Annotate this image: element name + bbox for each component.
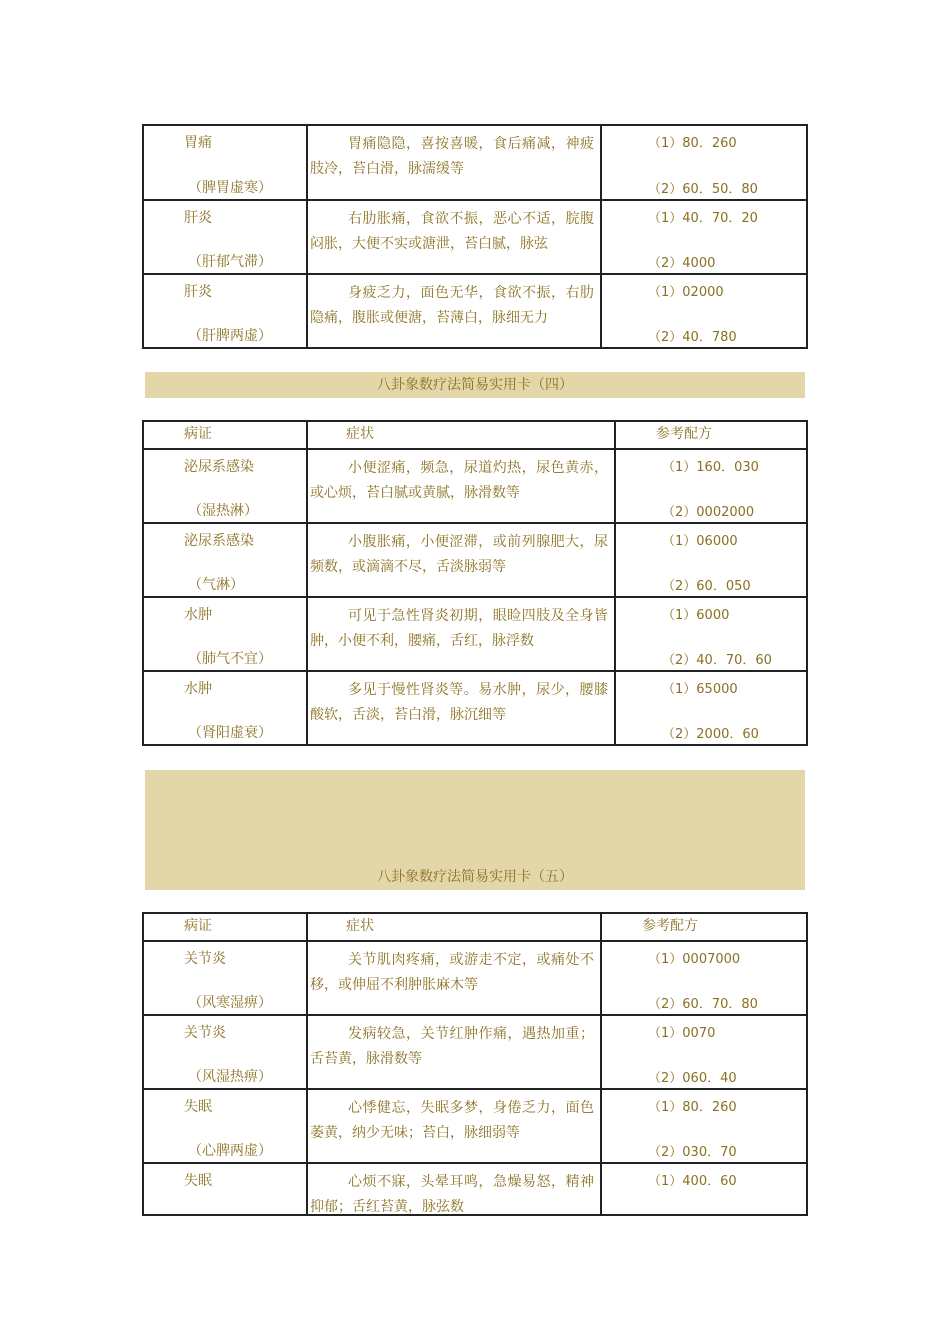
condition-cell xyxy=(144,1016,308,1088)
condition-type: （湿热淋） xyxy=(188,503,258,519)
condition-name: 关节炎 xyxy=(184,1025,226,1041)
condition-name: 失眠 xyxy=(184,1173,212,1189)
table-header-row xyxy=(144,914,806,940)
symptoms-text: 可见于急性肾炎初期，眼睑四肢及全身皆肿，小便不利，腰痛，舌红，脉浮数 xyxy=(310,608,608,649)
prescription-1: （1）02000 xyxy=(648,285,724,300)
symptoms-text: 胃痛隐隐，喜按喜暖，食后痛减，神疲肢冷，苔白滑，脉濡缓等 xyxy=(310,136,594,177)
prescription-2: （2）40．70．60 xyxy=(662,653,772,668)
condition-name: 失眠 xyxy=(184,1099,212,1115)
condition-type: （肝脾两虚） xyxy=(188,328,272,344)
card-4-title: 八卦象数疗法简易实用卡（四） xyxy=(377,377,573,393)
prescription-1: （1）80．260 xyxy=(648,136,737,151)
condition-type: （肾阳虚衰） xyxy=(188,725,272,741)
prescription-2: （2）060．40 xyxy=(648,1071,737,1086)
symptoms-cell xyxy=(308,275,602,347)
condition-cell xyxy=(144,942,308,1014)
condition-name: 肝炎 xyxy=(184,284,212,300)
card-5-title: 八卦象数疗法简易实用卡（五） xyxy=(377,869,573,885)
condition-type: （风湿热痹） xyxy=(188,1069,272,1085)
prescription-cell xyxy=(616,672,806,744)
prescription-cell xyxy=(616,598,806,670)
symptoms-cell xyxy=(308,598,616,670)
symptoms-text: 心悸健忘，失眠多梦，身倦乏力，面色萎黄，纳少无味；苔白，脉细弱等 xyxy=(310,1100,594,1141)
prescription-2: （2）4000 xyxy=(648,256,716,271)
symptoms-cell xyxy=(308,1090,602,1162)
condition-name: 肝炎 xyxy=(184,210,212,226)
header-symptoms-label: 症状 xyxy=(346,918,374,934)
table-card-5 xyxy=(142,912,808,1216)
condition-type: （心脾两虚） xyxy=(188,1143,272,1159)
table-row xyxy=(144,199,806,273)
condition-cell xyxy=(144,672,308,744)
prescription-1: （1）160．030 xyxy=(662,460,759,475)
table-1 xyxy=(142,124,808,349)
condition-name: 水肿 xyxy=(184,681,212,697)
condition-name: 泌尿系感染 xyxy=(184,459,254,475)
header-prescription xyxy=(602,914,806,940)
prescription-2: （2）030．70 xyxy=(648,1145,737,1160)
condition-type: （肺气不宜） xyxy=(188,651,272,667)
condition-type: （脾胃虚寒） xyxy=(188,180,272,196)
prescription-2: （2）60．70．80 xyxy=(648,997,758,1012)
table-row xyxy=(144,126,806,199)
prescription-cell xyxy=(616,450,806,522)
table-row xyxy=(144,273,806,347)
condition-cell xyxy=(144,275,308,347)
prescription-2: （2）60．50．80 xyxy=(648,182,758,197)
header-prescription-label: 参考配方 xyxy=(642,918,698,934)
card-4-banner xyxy=(145,372,805,398)
table-row xyxy=(144,670,806,744)
prescription-1: （1）6000 xyxy=(662,608,730,623)
symptoms-text: 小腹胀痛，小便涩滞，或前列腺肥大，尿频数，或滴滴不尽，舌淡脉弱等 xyxy=(310,534,608,575)
header-condition-label: 病证 xyxy=(184,918,212,934)
prescription-cell xyxy=(616,524,806,596)
prescription-1: （1）80．260 xyxy=(648,1100,737,1115)
condition-name: 关节炎 xyxy=(184,951,226,967)
symptoms-text: 右肋胀痛，食欲不振，恶心不适，脘腹闷胀，大便不实或溏泄，苔白腻，脉弦 xyxy=(310,211,594,252)
prescription-1: （1）0007000 xyxy=(648,952,741,967)
prescription-cell xyxy=(602,1016,806,1088)
symptoms-cell xyxy=(308,201,602,273)
prescription-cell xyxy=(602,275,806,347)
prescription-1: （1）06000 xyxy=(662,534,738,549)
condition-name: 水肿 xyxy=(184,607,212,623)
prescription-cell xyxy=(602,1090,806,1162)
condition-cell xyxy=(144,1164,308,1214)
prescription-cell xyxy=(602,1164,806,1214)
condition-type: （气淋） xyxy=(188,577,244,593)
symptoms-cell xyxy=(308,1016,602,1088)
symptoms-cell xyxy=(308,524,616,596)
header-condition-label: 病证 xyxy=(184,426,212,442)
table-row xyxy=(144,522,806,596)
symptoms-text: 发病较急，关节红肿作痛，遇热加重；舌苔黄，脉滑数等 xyxy=(310,1026,594,1067)
header-prescription xyxy=(616,422,806,448)
symptoms-cell xyxy=(308,672,616,744)
table-row xyxy=(144,1014,806,1088)
card-5-banner xyxy=(145,770,805,890)
symptoms-cell xyxy=(308,126,602,199)
header-condition xyxy=(144,914,308,940)
table-row xyxy=(144,1162,806,1214)
prescription-2: （2）60．050 xyxy=(662,579,751,594)
table-row xyxy=(144,940,806,1014)
prescription-1: （1）40．70．20 xyxy=(648,211,758,226)
prescription-1: （1）0070 xyxy=(648,1026,716,1041)
table-row xyxy=(144,448,806,522)
prescription-2: （2）0002000 xyxy=(662,505,755,520)
symptoms-text: 身疲乏力，面色无华，食欲不振，右肋隐痛，腹胀或便溏，苔薄白，脉细无力 xyxy=(310,285,594,326)
condition-cell xyxy=(144,450,308,522)
prescription-cell xyxy=(602,942,806,1014)
prescription-2: （2）40．780 xyxy=(648,330,737,345)
prescription-cell xyxy=(602,201,806,273)
condition-name: 泌尿系感染 xyxy=(184,533,254,549)
header-symptoms-label: 症状 xyxy=(346,426,374,442)
symptoms-text: 多见于慢性肾炎等。易水肿，尿少，腰膝酸软，舌淡，苔白滑，脉沉细等 xyxy=(310,682,608,723)
prescription-cell xyxy=(602,126,806,199)
condition-type: （风寒湿痹） xyxy=(188,995,272,1011)
prescription-1: （1）65000 xyxy=(662,682,738,697)
condition-cell xyxy=(144,1090,308,1162)
table-header-row xyxy=(144,422,806,448)
symptoms-cell xyxy=(308,450,616,522)
header-condition xyxy=(144,422,308,448)
prescription-2: （2）2000．60 xyxy=(662,727,759,742)
symptoms-text: 关节肌肉疼痛，或游走不定，或痛处不移，或伸屈不利肿胀麻木等 xyxy=(310,952,594,993)
condition-cell xyxy=(144,598,308,670)
condition-cell xyxy=(144,524,308,596)
header-prescription-label: 参考配方 xyxy=(656,426,712,442)
symptoms-cell xyxy=(308,942,602,1014)
symptoms-text: 小便涩痛，频急，尿道灼热，尿色黄赤，或心烦，苔白腻或黄腻，脉滑数等 xyxy=(310,460,608,501)
table-card-4 xyxy=(142,420,808,746)
header-symptoms xyxy=(308,914,602,940)
condition-cell xyxy=(144,126,308,199)
header-symptoms xyxy=(308,422,616,448)
condition-cell xyxy=(144,201,308,273)
symptoms-cell xyxy=(308,1164,602,1214)
table-row xyxy=(144,596,806,670)
condition-name: 胃痛 xyxy=(184,135,212,151)
condition-type: （肝郁气滞） xyxy=(188,254,272,270)
symptoms-text: 心烦不寐，头晕耳鸣，急燥易怒，精神抑郁；舌红苔黄，脉弦数 xyxy=(310,1174,594,1215)
prescription-1: （1）400．60 xyxy=(648,1174,737,1189)
table-row xyxy=(144,1088,806,1162)
